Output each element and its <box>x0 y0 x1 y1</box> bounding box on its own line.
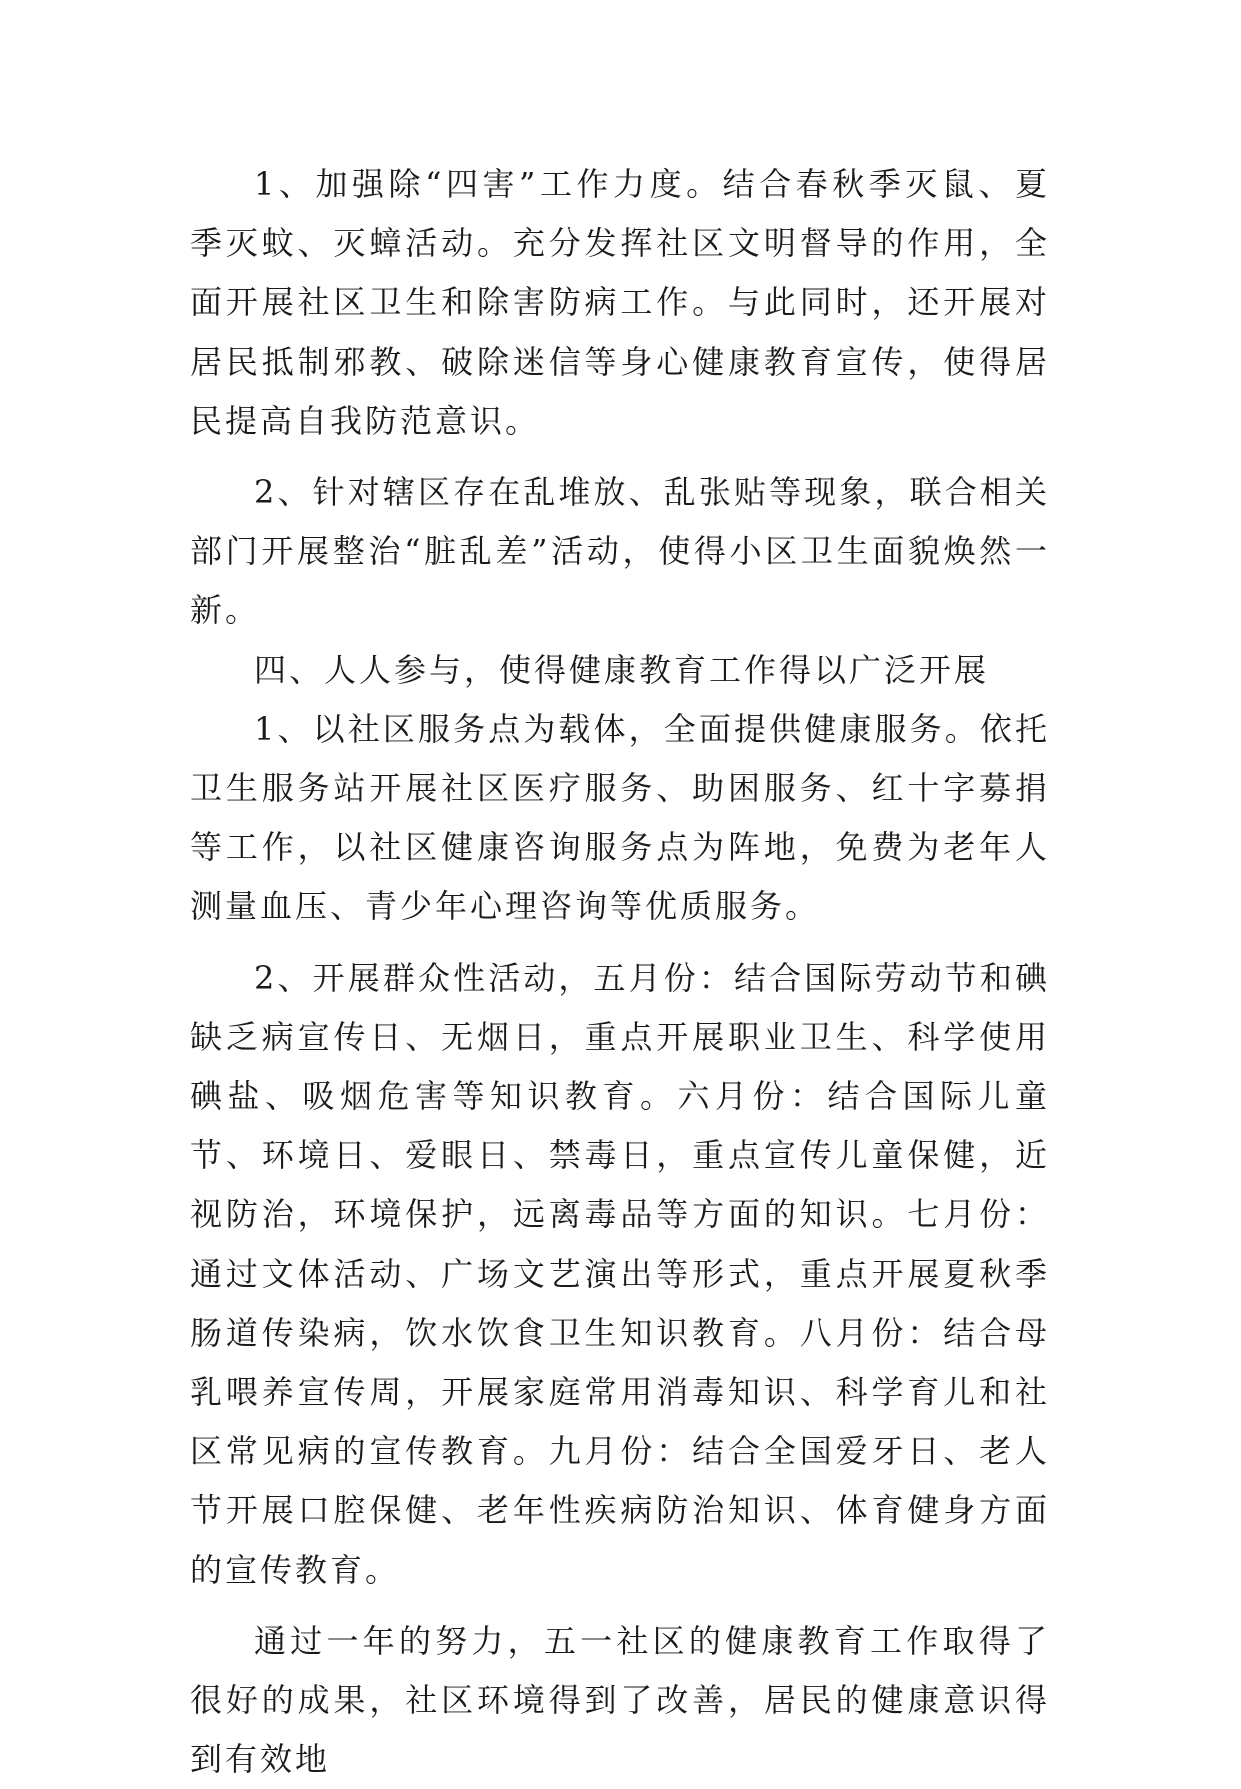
paragraph-gap <box>190 937 1050 949</box>
paragraph-pest-control: 1、加强除“四害”工作力度。结合春秋季灭鼠、夏季灭蚊、灭蟑活动。充分发挥社区文明督导的作用，全面开展社区卫生和除害防病工作。与此同时，还开展对居民抵制邪教、破除迷信等身心健康教育宣传，使得居民提高自我防范意识。 <box>190 165 1050 440</box>
paragraph-mass-activities: 2、开展群众性活动，五月份：结合国际劳动节和碘缺乏病宣传日、无烟日，重点开展职业卫生、科学使用碘盐、吸烟危害等知识教育。六月份：结合国际儿童节、环境日、爱眼日、禁毒日，重点宣传儿童保健，近视防治，环境保护，远离毒品等方面的知识。七月份：通过文体活动、广场文艺演出等形式，重点开展夏秋季肠道传染病，饮水饮食卫生知识教育。八月份：结合母乳喂养宣传周，开展家庭常用消毒知识、科学育儿和社区常见病的宣传教育。九月份：结合全国爱牙日、老人节开展口腔保健、老年性疾病防治知识、体育健身方面的宣传教育。 <box>190 958 1050 1589</box>
paragraph-gap <box>190 1600 1050 1612</box>
paragraph-health-service: 1、以社区服务点为载体，全面提供健康服务。依托卫生服务站开展社区医疗服务、助困服务、红十字募捐等工作，以社区健康咨询服务点为阵地，免费为老年人测量血压、青少年心理咨询等优质服务。 <box>190 709 1050 926</box>
document-body <box>190 155 1050 1789</box>
paragraph-summary: 通过一年的努力，五一社区的健康教育工作取得了很好的成果，社区环境得到了改善，居民的健康意识得到有效地 <box>190 1621 1050 1779</box>
paragraph-sanitation-campaign: 2、针对辖区存在乱堆放、乱张贴等现象，联合相关部门开展整治“脏乱差”活动，使得小区卫生面貌焕然一新。 <box>190 473 1050 630</box>
section-heading-four: 四、人人参与，使得健康教育工作得以广泛开展 <box>254 650 990 689</box>
paragraph-gap <box>190 451 1050 463</box>
